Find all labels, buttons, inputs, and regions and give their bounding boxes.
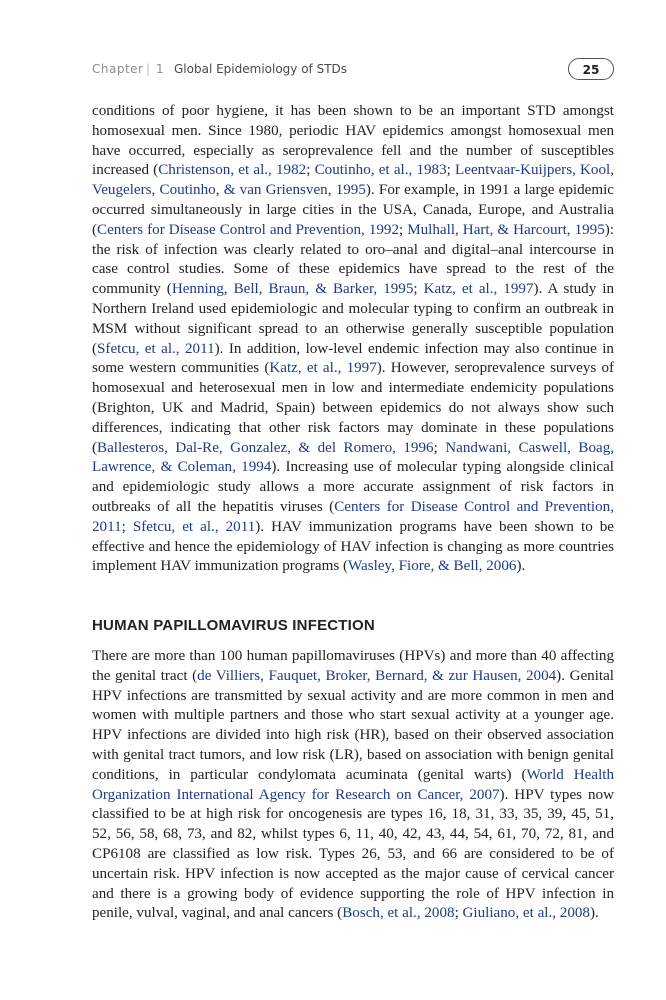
citation-link[interactable]: Centers for Disease Control and Prevention, 1992 [97, 221, 400, 238]
running-head [92, 61, 614, 81]
paragraph-hpv [92, 647, 614, 924]
paragraph-text: ; [399, 221, 408, 238]
citation-link[interactable]: de Villiers, Fauquet, Broker, Bernard, & zur Hausen, 2004 [197, 667, 557, 684]
citation-link[interactable]: Henning, Bell, Braun, & Barker, 1995 [171, 281, 414, 298]
citation-link[interactable]: Leentvaar-Kuijpers, Kool, Veugelers, Coutinho, & van Griensven, 1995 [92, 162, 614, 199]
paragraph-text: ). In addition, low-level endemic infection may also continue in some western communities ( [92, 340, 614, 377]
header-separator: | [146, 62, 151, 76]
citation-link[interactable]: Christenson, et al., 1982 [158, 162, 307, 179]
citation-link[interactable]: Sfetcu, et al., 2011 [132, 518, 256, 535]
citation-link[interactable]: Centers for Disease Control and Prevention, 2011 [92, 498, 614, 535]
paragraph-text: ). For example, in 1991 a large epidemic occurred simultaneously in large cities in the USA, Canada, Europe, and Australia ( [92, 182, 614, 238]
chapter-title: Global Epidemiology of STDs [174, 62, 348, 76]
paragraph-text: conditions of poor hygiene, it has been shown to be an important STD amongst homosexual men. Since 1980, periodic HAV epidemics amongst homosexual men have occurred, especially as seroprevalence fell and the number of susceptibles increased ( [92, 103, 614, 179]
citation-link[interactable]: Sfetcu, et al., 2011 [97, 340, 215, 357]
page-number: 25 [568, 58, 614, 80]
citation-link[interactable]: Coutinho, et al., 1983 [314, 162, 447, 179]
paragraph-text: ). A study in Northern Ireland used epidemiologic and molecular typing to confirm an outbreak in MSM without significant spread to an otherwise generally susceptible population ( [92, 281, 615, 357]
citation-link[interactable]: Nandwani, Caswell, Boag, Lawrence, & Coleman, 1994 [92, 439, 615, 476]
citation-link[interactable]: Wasley, Fiore, & Bell, 2006 [348, 558, 517, 575]
paragraph-text: There are more than 100 human papillomaviruses (HPVs) and more than 40 affecting the genital tract ( [92, 648, 614, 684]
paragraph-text: ; [121, 518, 133, 535]
citation-link[interactable]: Giuliano, et al., 2008 [462, 905, 590, 922]
paragraph-text: ; [306, 162, 315, 179]
paragraph-text: ). Increasing use of molecular typing alongside clinical and epidemiologic study allows a more accurate assignment of risk factors in outbreaks of all the hepatitis viruses ( [92, 459, 614, 515]
paragraph-text: ; [446, 162, 456, 179]
section-heading: HUMAN PAPILLOMAVIRUS INFECTION [92, 617, 375, 634]
paragraph-text: ). HPV types now classified to be at high risk for oncogenesis are types 16, 18, 31, 33, 35, 39, 45, 51, 52, 56, 58, 68, 73, and 82, whilst types 6, 11, 40, 42, 43, 44, 54, 61, 70, 72, 81, and CP6108 are classified as low risk. Types 26, 53, and 66 are considered to be of uncertain risk. HPV infection is now accepted as the major cause of cervical cancer and there is a growing body of evidence supporting the role of HPV infection in penile, vulval, vaginal, and anal cancers ( [92, 786, 614, 922]
paragraph-text: ): the risk of infection was clearly related to oro–anal and digital–anal intercourse in case control studies. Some of these epidemics have spread to the rest of the community ( [92, 221, 614, 298]
paragraph-text: ). Genital HPV infections are transmitted by sexual activity and are more common in men and women with multiple partners and those who start sexual activity at a younger age. HPV infections are divided into high risk (HR), based on their observed association with genital tract tumors, and low risk (LR), based on association with benign genital conditions, in particular condylomata acuminata (genital warts) ( [92, 667, 614, 783]
citation-link[interactable]: Ballesteros, Dal-Re, Gonzalez, & del Romero, 1996 [97, 439, 434, 456]
paragraph-text: ; [413, 281, 424, 298]
citation-link[interactable]: World Health Organization International Agency for Research on Cancer, 2007 [92, 766, 615, 803]
citation-link[interactable]: Katz, et al., 1997 [269, 360, 377, 377]
chapter-number: 1 [156, 62, 164, 76]
citation-link[interactable]: Mulhall, Hart, & Harcourt, 1995 [407, 221, 605, 238]
paragraph-text: ). However, seroprevalence surveys of homosexual and heterosexual men in low and intermediate endemicity populations (Brighton, UK and Madrid, Spain) between epidemics do not always show such differences, indicating that other risk factors may dominate in these populations ( [92, 360, 615, 456]
paragraph-hav [92, 102, 614, 577]
citation-link[interactable]: Katz, et al., 1997 [423, 281, 534, 298]
paragraph-text: ). [516, 558, 526, 575]
chapter-label: Chapter [92, 62, 144, 76]
paragraph-text: ; [454, 905, 463, 922]
paragraph-text: ). HAV immunization programs have been shown to be effective and hence the epidemiology of HAV infection is changing as more countries implement HAV immunization programs ( [92, 518, 615, 575]
paragraph-text: ; [433, 439, 446, 456]
paragraph-text: ). [589, 905, 599, 922]
citation-link[interactable]: Bosch, et al., 2008 [342, 905, 455, 922]
